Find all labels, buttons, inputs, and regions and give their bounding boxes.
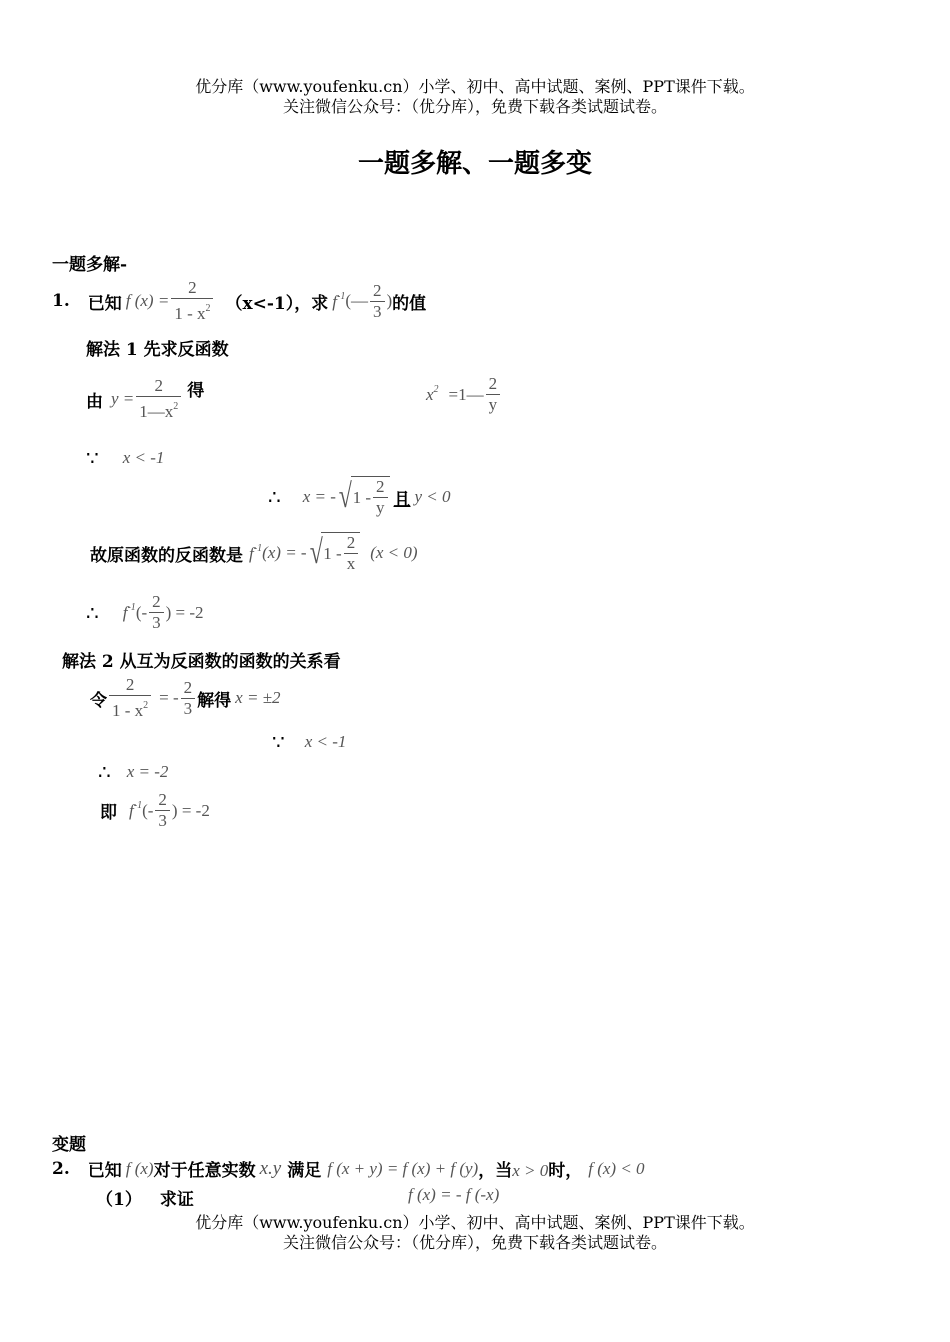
fx-lt-0: f (x) < 0: [588, 1158, 645, 1178]
get-label: 得: [187, 381, 205, 401]
exponent: 2: [173, 401, 179, 412]
x-gt-0: x > 0: [512, 1160, 549, 1180]
denominator: 3: [155, 810, 170, 831]
x-squared: [426, 384, 439, 405]
x-pm-2: x = ±2: [235, 688, 281, 707]
problem-number: 1.: [52, 291, 70, 311]
because-symbol: ∵: [272, 730, 285, 754]
x-eq-neg: x = -: [302, 487, 336, 506]
footer-line-1: 优分库（www.youfenku.cn）小学、初中、高中试题、案例、PPT课件下载。: [195, 1213, 755, 1232]
problem-number: 2.: [52, 1158, 70, 1179]
numerator: 2: [154, 376, 164, 395]
open-paren: (—: [345, 291, 368, 310]
numerator: 2: [346, 533, 356, 552]
denominator: y: [486, 394, 501, 415]
section-heading-variation: 变题: [52, 1135, 86, 1155]
radical-sign: √: [338, 478, 352, 515]
fx-label: f (x) =: [125, 291, 170, 310]
y-lt-0: y < 0: [414, 487, 451, 506]
denominator: [171, 298, 213, 324]
therefore-symbol: ∴: [98, 760, 111, 784]
equals-neg-2: ) = -2: [165, 602, 204, 622]
conclusion-label: 故原函数的反函数是: [90, 545, 243, 566]
close-paren: ): [386, 291, 393, 310]
sqrt-expression: [336, 476, 390, 518]
exponent: 2: [205, 303, 211, 314]
problem-known: 已知: [87, 293, 122, 314]
exponent: 2: [433, 384, 439, 395]
equals-neg: = -: [159, 688, 179, 707]
method-2-step-1: [90, 675, 281, 721]
equals-neg-2: ) = -2: [171, 800, 210, 820]
header-line-2: 关注微信公众号：（优分库），免费下载各类试题试卷。: [282, 97, 667, 116]
problem-2: [52, 1156, 645, 1181]
fraction-2-over-1-minus-x2: [171, 278, 213, 324]
when-label: ，当: [478, 1161, 513, 1181]
fraction-2-over-3: [181, 678, 196, 719]
xy-label: x.y: [259, 1157, 282, 1179]
ie-label: 即: [100, 803, 117, 823]
satisfy-label: 满足: [287, 1161, 322, 1181]
problem-condition: （x<-1），求: [225, 293, 329, 314]
x-lt-neg1: x < -1: [122, 448, 165, 467]
numerator: 2: [183, 677, 193, 697]
y-eq: y =: [111, 389, 135, 408]
method-2-result: [100, 790, 210, 831]
fx-label: f (x): [125, 1158, 154, 1178]
method-1-heading: 解法 1 先求反函数: [86, 340, 229, 360]
finv-label: [123, 602, 136, 623]
one-minus: 1 -: [352, 487, 372, 507]
f-letter: f: [122, 603, 128, 622]
x-eq-neg2: x = -2: [126, 762, 169, 781]
fraction-2-over-y: [373, 477, 388, 518]
inverse-exponent: -1: [133, 800, 143, 811]
x-letter: x: [426, 385, 434, 404]
page-title: 一题多解、一题多变: [357, 149, 592, 179]
inverse-exponent: -1: [336, 290, 346, 302]
denominator: [109, 695, 151, 721]
denominator: x: [344, 553, 359, 574]
radical-sign: √: [309, 534, 323, 571]
numerator: 2: [373, 280, 382, 300]
method-2-therefore: [98, 760, 168, 784]
footer-line-2: 关注微信公众号：（优分库），免费下载各类试题试卷。: [282, 1233, 667, 1252]
den-text: 1 - x: [112, 701, 144, 720]
method-1-therefore: [268, 476, 451, 518]
prove-equation: f (x) = - f (-x): [408, 1185, 500, 1204]
finv-x-eq: (x) = -: [262, 543, 307, 562]
numerator: 2: [152, 592, 161, 611]
method-1-x2-result: [426, 374, 502, 415]
method-1-conclusion: [90, 532, 418, 574]
method-1-step-1: [86, 376, 204, 422]
problem-1: [52, 278, 426, 324]
problem-known: 已知: [87, 1161, 122, 1181]
prove-label: 求证: [159, 1190, 194, 1210]
problem-value: 的值: [392, 293, 427, 314]
numerator: 2: [158, 790, 167, 809]
denominator: [136, 396, 181, 422]
fraction-2-over-3: [149, 592, 164, 633]
fraction-2-over-x: [344, 533, 359, 574]
therefore-symbol: ∴: [86, 600, 99, 625]
numerator: 2: [488, 374, 498, 393]
inverse-exponent: -1: [253, 542, 263, 554]
let-label: 令: [90, 690, 107, 711]
fraction-2-over-3: [370, 281, 385, 322]
x-lt-neg1: x < -1: [304, 732, 347, 751]
finv-label: [332, 291, 345, 312]
open-paren: (-: [135, 602, 148, 622]
denominator: 3: [149, 612, 164, 633]
rhs: =1—: [448, 384, 484, 404]
and-label: 且: [393, 489, 411, 510]
f-letter: f: [129, 801, 134, 820]
den-text: 1—x: [139, 402, 174, 421]
therefore-symbol: ∴: [268, 485, 281, 509]
den-text: 1 - x: [174, 304, 206, 323]
one-minus: 1 -: [323, 543, 342, 563]
from-label: 由: [86, 391, 103, 412]
fraction-2-over-1-minus-X2: [136, 376, 181, 422]
header-line-1: 优分库（www.youfenku.cn）小学、初中、高中试题、案例、PPT课件下载。: [195, 77, 755, 96]
numerator: 2: [376, 477, 385, 496]
method-1-result: [86, 592, 204, 633]
additive-equation: f (x + y) = f (x) + f (y): [327, 1158, 479, 1178]
f-letter: f: [249, 543, 254, 563]
fraction-2-over-y: [486, 374, 501, 415]
numerator: 2: [125, 675, 135, 694]
problem-2-question-1: [96, 1185, 194, 1210]
time-label: 时，: [548, 1161, 583, 1181]
finv-label: [249, 543, 262, 564]
f-letter: f: [332, 291, 337, 311]
method-1-because: [86, 446, 164, 470]
solve-label: 解得: [197, 690, 232, 711]
section-heading-multiple-solutions: 一题多解-: [52, 255, 128, 275]
sqrt-body: [321, 532, 360, 574]
sqrt-body: [351, 476, 390, 518]
inverse-exponent: -1: [127, 602, 136, 613]
fraction-2-over-1-minus-x2: [109, 675, 151, 721]
domain-x-lt-0: (x < 0): [370, 543, 418, 562]
question-label: （1）: [96, 1190, 142, 1210]
sqrt-expression: [307, 532, 361, 574]
denominator: 3: [370, 301, 385, 322]
method-2-heading: 解法 2 从互为反函数的函数的关系看: [62, 652, 341, 672]
open-paren: (-: [142, 800, 154, 820]
exponent: 2: [143, 700, 149, 711]
numerator: 2: [188, 278, 197, 297]
denominator: 3: [181, 698, 196, 719]
fraction-2-over-3: [155, 790, 170, 831]
because-symbol: ∵: [86, 446, 99, 470]
denominator: y: [373, 497, 388, 518]
any-real-label: 对于任意实数: [153, 1161, 256, 1181]
finv-label: [129, 800, 142, 821]
method-2-because: [272, 730, 346, 754]
